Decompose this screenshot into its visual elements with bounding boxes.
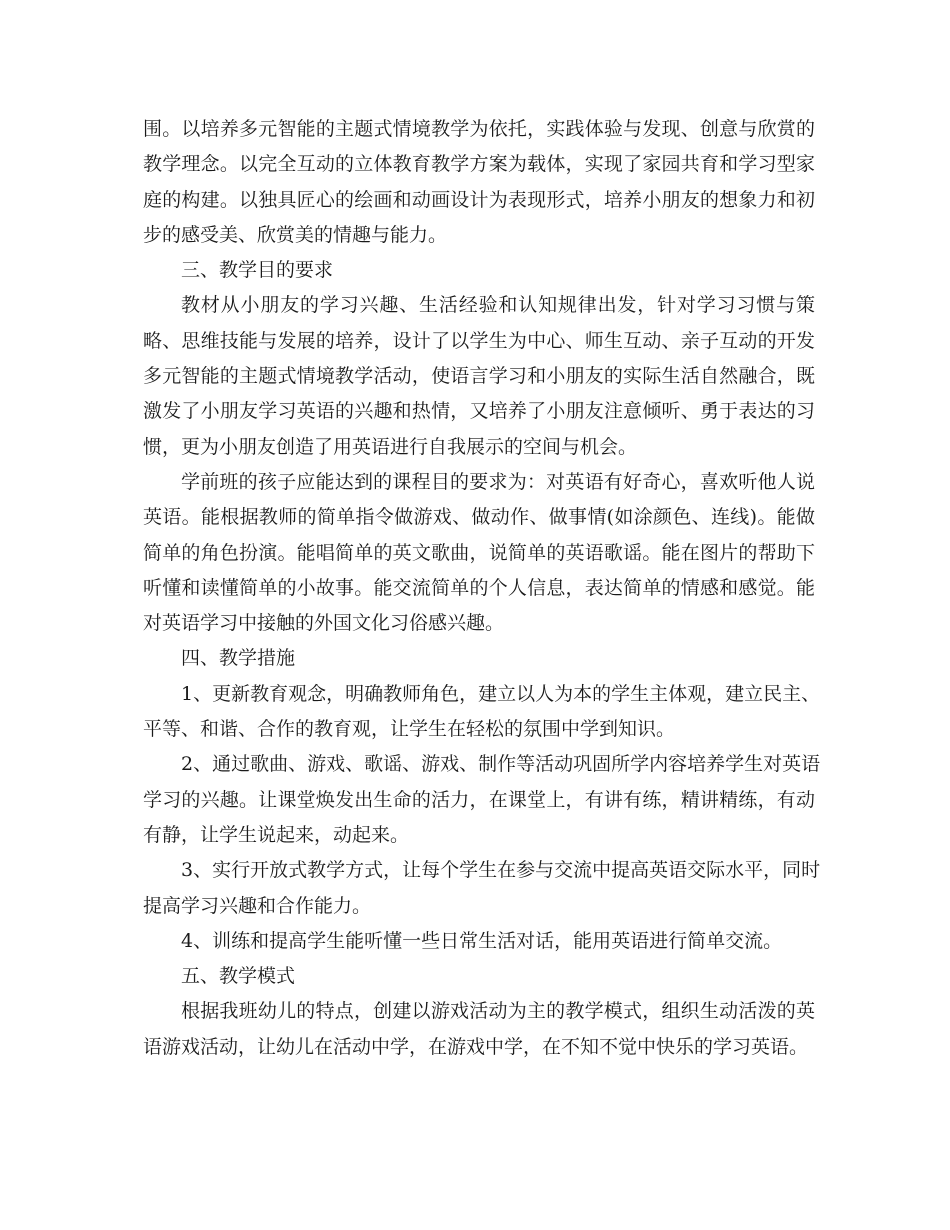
paragraph [143,853,821,924]
text-line: 教学理念。以完全互动的立体教育教学方案为载体，实现了家园共育和学习型家 [143,153,815,176]
text-line: 提高学习兴趣和合作能力。 [143,894,372,917]
text-line: 惯，更为小朋友创造了用英语进行自我展示的空间与机会。 [143,435,638,458]
heading-text: 三、教学目的要求 [181,259,334,282]
text-line: 学习的兴趣。让课堂焕发出生命的活力，在课堂上，有讲有练，精讲精练，有动 [143,788,815,811]
text-line: 语游戏活动，让幼儿在活动中学，在游戏中学，在不知不觉中快乐的学习英语。 [143,1035,809,1058]
text-line: 1、更新教育观念，明确教师角色，建立以人为本的学生主体观，建立民主、 [181,682,821,705]
text-line: 学前班的孩子应能达到的课程目的要求为：对英语有好奇心，喜欢听他人说 [181,470,815,493]
paragraph [143,465,815,641]
text-line: 听懂和读懂简单的小故事。能交流简单的个人信息，表达简单的情感和感觉。能 [143,576,815,599]
text-line: 激发了小朋友学习英语的兴趣和热情，又培养了小朋友注意倾听、勇于表达的习 [143,400,815,423]
text-line: 平等、和谐、合作的教育观，让学生在轻松的氛围中学到知识。 [143,718,676,741]
text-line: 对英语学习中接触的外国文化习俗感兴趣。 [143,612,505,635]
paragraph [143,994,815,1065]
text-line: 3、实行开放式教学方式，让每个学生在参与交流中提高英语交际水平，同时 [181,859,821,882]
heading-text: 四、教学措施 [181,647,296,670]
section-heading [143,959,815,994]
text-line: 根据我班幼儿的特点，创建以游戏活动为主的教学模式，组织生动活泼的英 [181,1000,815,1023]
section-heading [143,641,815,676]
paragraph [143,747,821,853]
text-line: 英语。能根据教师的简单指令做游戏、做动作、做事情(如涂颜色、连线)。能做 [143,506,815,529]
paragraph [143,288,815,464]
text-line: 简单的角色扮演。能唱简单的英文歌曲，说简单的英语歌谣。能在图片的帮助下 [143,541,815,564]
text-line: 2、通过歌曲、游戏、歌谣、游戏、制作等活动巩固所学内容培养学生对英语 [181,753,821,776]
text-line: 略、思维技能与发展的培养，设计了以学生为中心、师生互动、亲子互动的开发 [143,329,815,352]
text-line: 教材从小朋友的学习兴趣、生活经验和认知规律出发，针对学习习惯与策 [181,294,815,317]
text-line: 步的感受美、欣赏美的情趣与能力。 [143,223,448,246]
paragraph [143,677,821,748]
heading-text: 五、教学模式 [181,965,296,988]
text-line: 有静，让学生说起来，动起来。 [143,823,410,846]
document-body [143,112,821,1065]
text-line: 围。以培养多元智能的主题式情境教学为依托，实践体验与发现、创意与欣赏的 [143,118,815,140]
text-line: 4、训练和提高学生能听懂一些日常生活对话，能用英语进行简单交流。 [181,929,783,952]
section-heading [143,253,815,288]
text-line: 庭的构建。以独具匠心的绘画和动画设计为表现形式，培养小朋友的想象力和初 [143,188,815,211]
paragraph [143,112,815,253]
text-line: 多元智能的主题式情境教学活动，使语言学习和小朋友的实际生活自然融合，既 [143,365,815,388]
paragraph [143,924,815,959]
